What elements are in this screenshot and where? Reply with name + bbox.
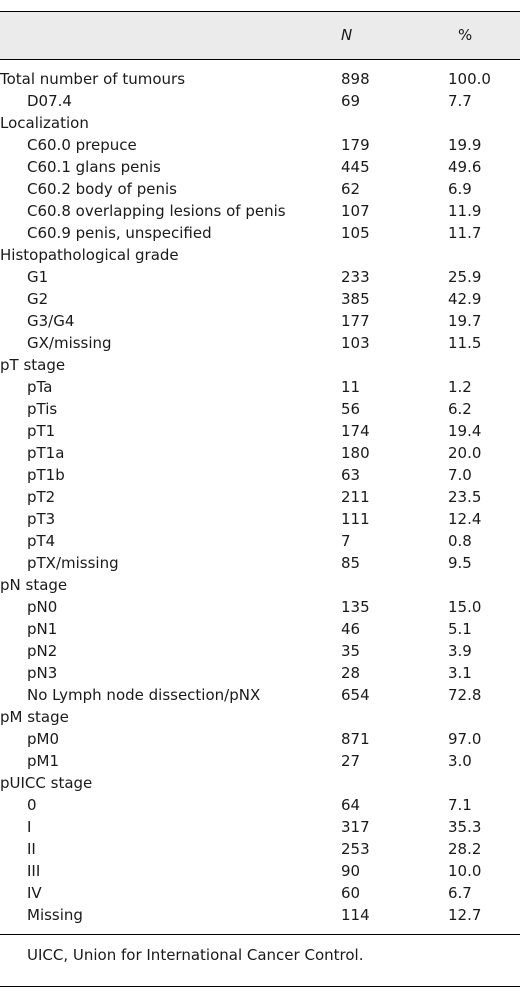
row-percent: 6.2: [448, 400, 472, 418]
row-label: C60.2 body of penis: [27, 180, 177, 198]
table-row: [0, 420, 520, 442]
table-row: [0, 662, 520, 684]
row-label: pTX/missing: [27, 554, 119, 572]
row-label: pT stage: [0, 356, 66, 374]
table-row: [0, 266, 520, 288]
table-row: [0, 794, 520, 816]
table-row: [0, 464, 520, 486]
row-percent: 19.4: [448, 422, 482, 440]
row-n: 85: [341, 554, 361, 572]
row-label: III: [27, 862, 41, 880]
table-row: [0, 442, 520, 464]
row-label: Missing: [27, 906, 83, 924]
row-n: 111: [341, 510, 370, 528]
row-n: 90: [341, 862, 361, 880]
table-row: [0, 178, 520, 200]
row-percent: 11.7: [448, 224, 482, 242]
row-label: C60.9 penis, unspecified: [27, 224, 212, 242]
table-row: [0, 376, 520, 398]
row-percent: 100.0: [448, 70, 491, 88]
row-label: pN stage: [0, 576, 68, 594]
table-row: [0, 398, 520, 420]
row-label: C60.1 glans penis: [27, 158, 161, 176]
table-row: [0, 618, 520, 640]
row-label: pTa: [27, 378, 53, 396]
row-n: 64: [341, 796, 361, 814]
row-n: 135: [341, 598, 370, 616]
table-row: [0, 200, 520, 222]
row-percent: 23.5: [448, 488, 482, 506]
row-percent: 6.7: [448, 884, 472, 902]
table-row: [0, 90, 520, 112]
row-percent: 19.7: [448, 312, 482, 330]
row-label: pT4: [27, 532, 56, 550]
row-percent: 3.0: [448, 752, 472, 770]
column-header-n: N: [341, 26, 353, 44]
row-percent: 1.2: [448, 378, 472, 396]
table-section-row: [0, 772, 520, 794]
row-n: 69: [341, 92, 361, 110]
row-label: IV: [27, 884, 42, 902]
row-n: 177: [341, 312, 370, 330]
table-row: [0, 222, 520, 244]
row-label: G1: [27, 268, 49, 286]
row-n: 385: [341, 290, 370, 308]
row-percent: 6.9: [448, 180, 472, 198]
row-label: Total number of tumours: [0, 70, 186, 88]
row-label: pM1: [27, 752, 60, 770]
row-n: 180: [341, 444, 370, 462]
header-rule: [0, 59, 520, 60]
row-percent: 15.0: [448, 598, 482, 616]
row-percent: 12.7: [448, 906, 482, 924]
row-n: 179: [341, 136, 370, 154]
row-percent: 28.2: [448, 840, 482, 858]
row-n: 445: [341, 158, 370, 176]
row-percent: 7.1: [448, 796, 472, 814]
row-n: 62: [341, 180, 361, 198]
row-percent: 7.7: [448, 92, 472, 110]
table-section-row: [0, 112, 520, 134]
row-percent: 42.9: [448, 290, 482, 308]
row-label: C60.0 prepuce: [27, 136, 137, 154]
table-section-row: [0, 68, 520, 90]
row-percent: 20.0: [448, 444, 482, 462]
table-bottom-rule: [0, 934, 520, 935]
table-row: [0, 640, 520, 662]
column-header-percent: %: [458, 26, 473, 44]
row-label: 0: [27, 796, 37, 814]
row-n: 7: [341, 532, 351, 550]
table-row: [0, 156, 520, 178]
row-label: pTis: [27, 400, 58, 418]
row-percent: 11.5: [448, 334, 482, 352]
row-label: pT1: [27, 422, 56, 440]
row-label: C60.8 overlapping lesions of penis: [27, 202, 286, 220]
table-row: [0, 552, 520, 574]
table-section-row: [0, 244, 520, 266]
row-label: No Lymph node dissection/pNX: [27, 686, 261, 704]
table-row: [0, 882, 520, 904]
row-label: pUICC stage: [0, 774, 93, 792]
row-percent: 72.8: [448, 686, 482, 704]
row-label: pT1a: [27, 444, 65, 462]
table-section-row: [0, 706, 520, 728]
row-percent: 19.9: [448, 136, 482, 154]
row-n: 56: [341, 400, 361, 418]
row-n: 28: [341, 664, 361, 682]
row-n: 317: [341, 818, 370, 836]
row-label: G3/G4: [27, 312, 75, 330]
table-row: [0, 310, 520, 332]
table-row: [0, 486, 520, 508]
row-percent: 11.9: [448, 202, 482, 220]
table-header: [0, 12, 520, 59]
row-percent: 25.9: [448, 268, 482, 286]
table-row: [0, 728, 520, 750]
table-section-row: [0, 574, 520, 596]
table-section-row: [0, 354, 520, 376]
row-n: 63: [341, 466, 361, 484]
table-row: [0, 508, 520, 530]
row-n: 46: [341, 620, 361, 638]
row-label: pN1: [27, 620, 58, 638]
table-row: [0, 860, 520, 882]
row-label: II: [27, 840, 36, 858]
row-n: 233: [341, 268, 370, 286]
table-row: [0, 288, 520, 310]
table-row: [0, 904, 520, 926]
row-label: GX/missing: [27, 334, 112, 352]
row-label: Histopathological grade: [0, 246, 179, 264]
row-n: 898: [341, 70, 370, 88]
row-label: pM stage: [0, 708, 69, 726]
row-label: pN2: [27, 642, 58, 660]
row-n: 107: [341, 202, 370, 220]
row-n: 27: [341, 752, 361, 770]
row-percent: 12.4: [448, 510, 482, 528]
row-n: 11: [341, 378, 361, 396]
row-n: 60: [341, 884, 361, 902]
table-row: [0, 134, 520, 156]
row-percent: 3.1: [448, 664, 472, 682]
table-row: [0, 332, 520, 354]
row-n: 174: [341, 422, 370, 440]
row-n: 35: [341, 642, 361, 660]
row-percent: 49.6: [448, 158, 482, 176]
table-row: [0, 684, 520, 706]
row-label: pT1b: [27, 466, 65, 484]
table-row: [0, 838, 520, 860]
table-row: [0, 596, 520, 618]
row-percent: 7.0: [448, 466, 472, 484]
row-n: 654: [341, 686, 370, 704]
row-label: G2: [27, 290, 49, 308]
row-n: 114: [341, 906, 370, 924]
row-n: 211: [341, 488, 370, 506]
footnote-rule: [0, 986, 520, 987]
row-n: 103: [341, 334, 370, 352]
row-label: I: [27, 818, 32, 836]
row-label: pM0: [27, 730, 60, 748]
row-n: 105: [341, 224, 370, 242]
table-row: [0, 750, 520, 772]
row-percent: 0.8: [448, 532, 472, 550]
table-body: [0, 68, 520, 926]
row-label: pT2: [27, 488, 56, 506]
row-label: pN3: [27, 664, 58, 682]
row-label: pN0: [27, 598, 58, 616]
row-percent: 35.3: [448, 818, 482, 836]
table-row: [0, 816, 520, 838]
row-n: 871: [341, 730, 370, 748]
row-percent: 97.0: [448, 730, 482, 748]
row-label: Localization: [0, 114, 89, 132]
table-footnote: UICC, Union for International Cancer Control.: [27, 946, 364, 964]
table-row: [0, 530, 520, 552]
row-percent: 10.0: [448, 862, 482, 880]
row-percent: 5.1: [448, 620, 472, 638]
row-percent: 9.5: [448, 554, 472, 572]
row-label: pT3: [27, 510, 56, 528]
row-percent: 3.9: [448, 642, 472, 660]
row-label: D07.4: [27, 92, 72, 110]
row-n: 253: [341, 840, 370, 858]
